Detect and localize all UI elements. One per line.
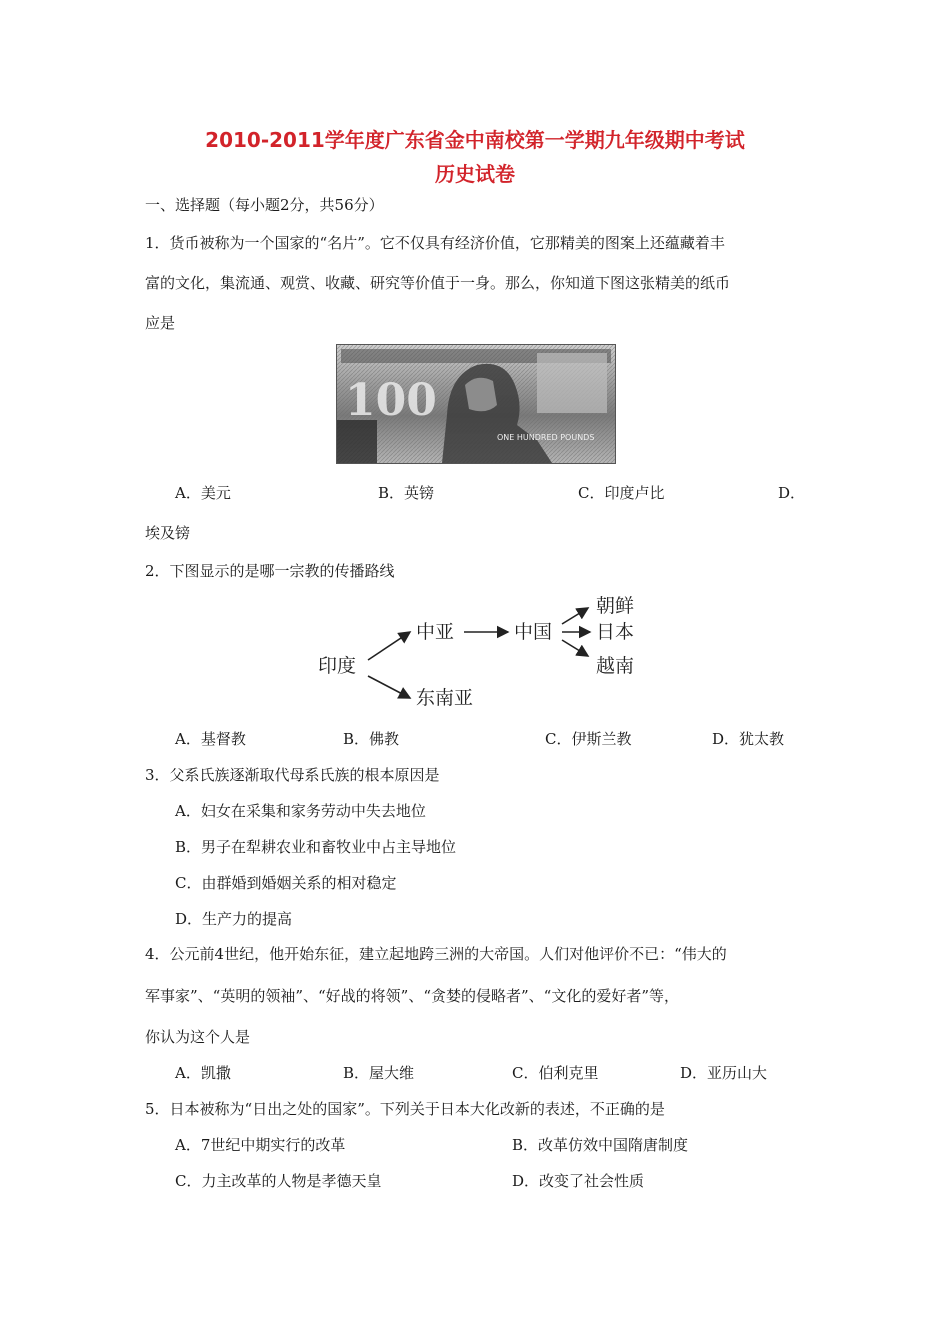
religion-spread-diagram	[300, 588, 660, 718]
q2-stem: 2．下图显示的是哪一宗教的传播路线	[145, 562, 395, 580]
q3-option-b[interactable]: B．男子在犁耕农业和畜牧业中占主导地位	[175, 838, 457, 856]
q4-stem-line2: 军事家”、“英明的领袖”、“好战的将领”、“贪婪的侵略者”、“文化的爱好者”等，	[145, 987, 680, 1005]
q2-option-c[interactable]: C．伊斯兰教	[545, 730, 632, 748]
q3-option-d[interactable]: D．生产力的提高	[175, 910, 293, 928]
q5-stem: 5．日本被称为“日出之处的国家”。下列关于日本大化改新的表述，不正确的是	[145, 1100, 665, 1118]
node-india: 印度	[318, 655, 357, 677]
banknote-image	[336, 344, 616, 464]
q1-option-b[interactable]: B．英镑	[378, 484, 435, 502]
q5-option-a[interactable]: A．7世纪中期实行的改革	[175, 1136, 346, 1154]
q1-option-c[interactable]: C．印度卢比	[578, 484, 665, 502]
node-china: 中国	[514, 621, 553, 643]
q5-option-d[interactable]: D．改变了社会性质	[512, 1172, 645, 1190]
section-heading: 一、选择题（每小题2分，共56分）	[145, 196, 384, 214]
banknote-denomination: 100	[345, 375, 437, 426]
q1-stem-line2: 富的文化，集流通、观赏、收藏、研究等价值于一身。那么，你知道下图这张精美的纸币	[145, 274, 731, 292]
exam-title: 2010-2011学年度广东省金中南校第一学期九年级期中考试	[205, 128, 745, 152]
node-southeast-asia: 东南亚	[416, 687, 474, 709]
q1-option-d[interactable]: D．	[778, 484, 806, 502]
exam-subtitle: 历史试卷	[435, 162, 515, 186]
q4-stem-line1: 4．公元前4世纪，他开始东征，建立起地跨三洲的大帝国。人们对他评价不已：“伟大的	[145, 945, 727, 963]
q2-option-a[interactable]: A．基督教	[175, 730, 246, 748]
q4-option-b[interactable]: B．屋大维	[343, 1064, 415, 1082]
node-vietnam: 越南	[596, 655, 635, 677]
node-korea: 朝鲜	[596, 595, 635, 617]
q5-option-b[interactable]: B．改革仿效中国隋唐制度	[512, 1136, 689, 1154]
banknote-illustration	[337, 345, 615, 463]
q2-option-b[interactable]: B．佛教	[343, 730, 400, 748]
q4-option-a[interactable]: A．凯撒	[175, 1064, 231, 1082]
node-japan: 日本	[596, 621, 635, 643]
q3-stem: 3．父系氏族逐渐取代母系氏族的根本原因是	[145, 766, 440, 784]
arrow-india-seasia	[368, 676, 410, 698]
q4-stem-line3: 你认为这个人是	[145, 1028, 251, 1046]
q4-option-c[interactable]: C．伯利克里	[512, 1064, 599, 1082]
q4-option-d[interactable]: D．亚历山大	[680, 1064, 768, 1082]
arrow-india-centralasia	[368, 632, 410, 660]
banknote-words: ONE HUNDRED POUNDS	[497, 433, 595, 442]
q1-option-a[interactable]: A．美元	[175, 484, 231, 502]
q5-option-c[interactable]: C．力主改革的人物是孝德天皇	[175, 1172, 382, 1190]
node-central-asia: 中亚	[416, 621, 455, 643]
q1-stem-line1: 1．货币被称为一个国家的“名片”。它不仅具有经济价值，它那精美的图案上还蕴藏着丰	[145, 234, 725, 252]
q3-option-a[interactable]: A．妇女在采集和家务劳动中失去地位	[175, 802, 426, 820]
q3-option-c[interactable]: C．由群婚到婚姻关系的相对稳定	[175, 874, 397, 892]
arrow-china-vietnam	[562, 640, 588, 656]
q2-option-d[interactable]: D．犹太教	[712, 730, 785, 748]
q1-stem-line3: 应是	[145, 314, 176, 332]
q1-option-d-continued: 埃及镑	[145, 524, 191, 542]
arrow-china-korea	[562, 608, 588, 624]
